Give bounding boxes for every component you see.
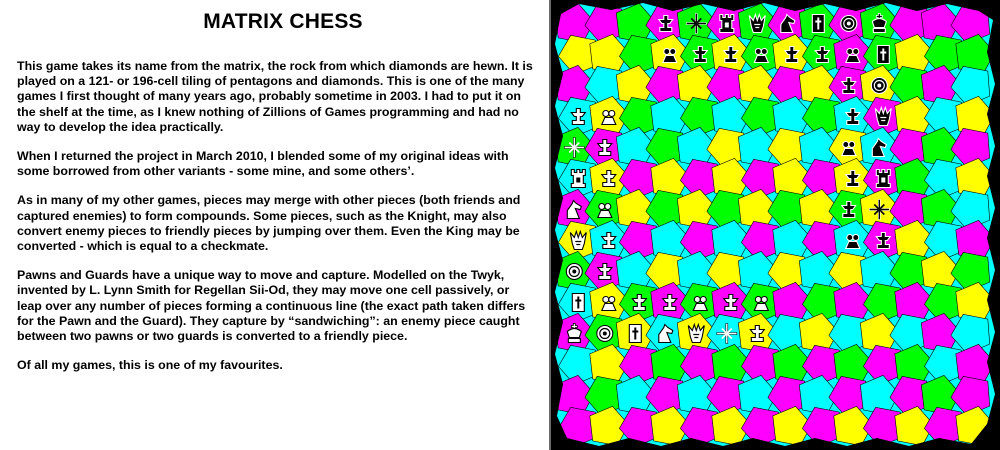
black-rook-icon[interactable] (876, 170, 890, 188)
black-rook-icon[interactable] (720, 15, 734, 33)
description-paragraph-4: Pawns and Guards have a unique way to move and capture. Modelled on the Twyk, invented by L. Lynn Smith for Regellan Sii-Od, they may move one cell passively, or leap over any number of pieces forming a continuous line (the exact path taken differs for the Pawn and the Guard). They capture by “sandwiching”: an enemy piece caught between two pawns or two guards is converted to a friendly piece. (17, 268, 526, 344)
white-cardinal-icon[interactable] (572, 294, 584, 312)
description-paragraph-5: Of all my games, this is one of my favourites. (17, 358, 283, 373)
board-tiling[interactable] (551, 0, 1000, 450)
black-cardinal-icon[interactable] (877, 46, 889, 64)
description-paragraph-1: This game takes its name from the matrix, the rock from which diamonds are hewn. It is played on a 121- or 196-cell tiling of pentagons and diamonds. This is one of the many games I first thought of many years ago, probably sometime in 2003. I had to put it on the shelf at the time, as I knew nothing of Zillions of Games programming and had no way to develop the idea practically. (17, 59, 533, 134)
black-cardinal-icon[interactable] (812, 15, 824, 33)
white-target-icon[interactable] (597, 326, 613, 342)
game-board[interactable] (551, 0, 1000, 450)
description-paragraph-3: As in many of my other games, pieces may merge with other pieces (both friends and captured enemies) to form compounds. Some pieces, such as the Knight, may also convert enemy pieces to friendly pieces by jumping over them. Even the King may be converted - which is equal to a checkmate. (17, 193, 521, 254)
white-cardinal-icon[interactable] (629, 325, 641, 343)
description-paragraph-2: When I returned the project in March 2010, I blended some of my original ideas with some borrowed from other variants - some mine, and some others’. (17, 149, 509, 179)
page-title: MATRIX CHESS (203, 10, 363, 33)
black-target-icon[interactable] (841, 16, 857, 32)
white-target-icon[interactable] (566, 264, 582, 280)
white-rook-icon[interactable] (571, 170, 585, 188)
black-target-icon[interactable] (871, 78, 887, 94)
